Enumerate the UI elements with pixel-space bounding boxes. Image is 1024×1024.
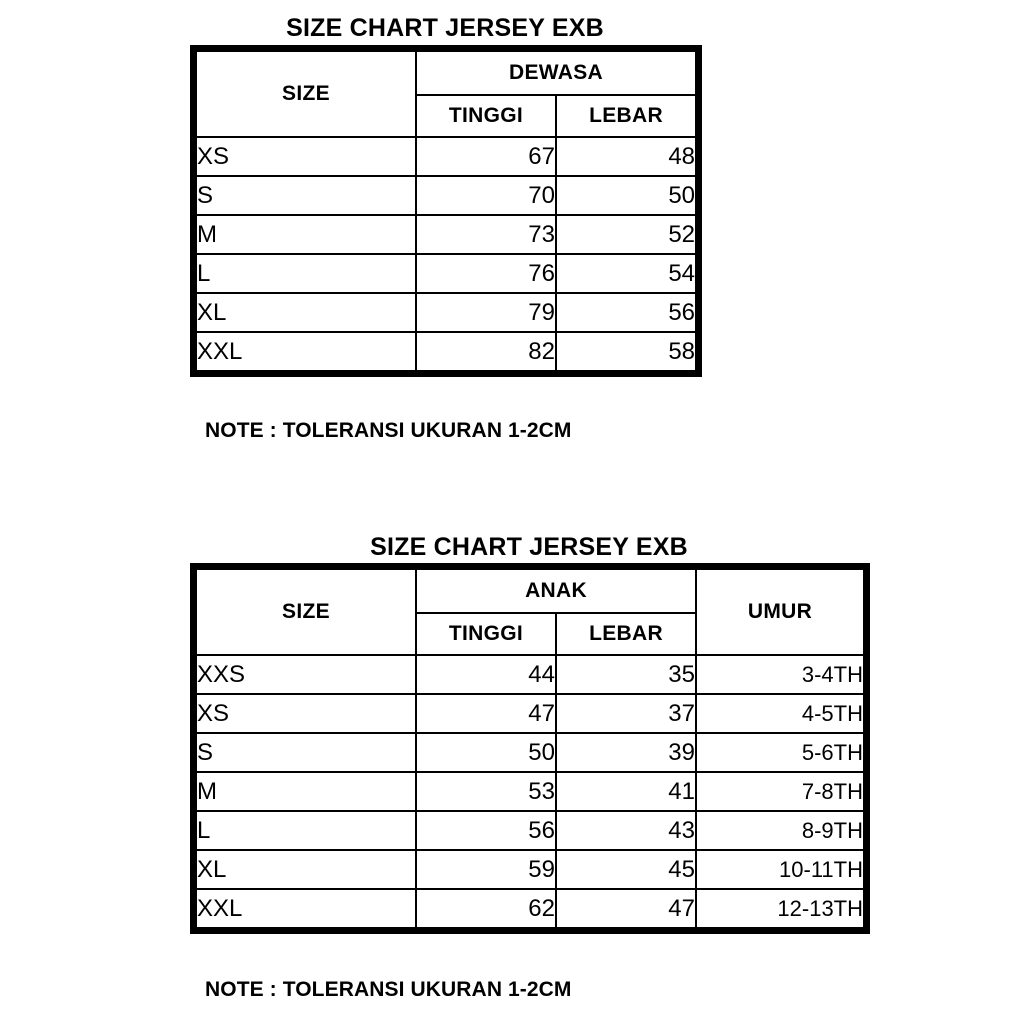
kids-cell-umur: 5-6TH — [696, 733, 864, 772]
adult-cell-size: S — [196, 176, 416, 215]
table-row — [196, 733, 864, 772]
kids-cell-lebar: 35 — [556, 655, 696, 694]
kids-cell-size: S — [196, 733, 416, 772]
kids-note: NOTE : TOLERANSI UKURAN 1-2CM — [205, 978, 572, 1001]
adult-header-lebar: LEBAR — [556, 95, 696, 137]
kids-cell-umur: 7-8TH — [696, 772, 864, 811]
kids-cell-tinggi: 47 — [416, 694, 556, 733]
kids-size-chart-block — [0, 533, 1024, 562]
adult-cell-size: XXL — [196, 332, 416, 371]
kids-size-table — [195, 568, 865, 929]
kids-cell-lebar: 37 — [556, 694, 696, 733]
kids-cell-umur: 8-9TH — [696, 811, 864, 850]
adult-cell-lebar: 50 — [556, 176, 696, 215]
kids-cell-tinggi: 50 — [416, 733, 556, 772]
adult-cell-size: XL — [196, 293, 416, 332]
table-row — [196, 293, 696, 332]
kids-cell-size: XL — [196, 850, 416, 889]
adult-cell-tinggi: 70 — [416, 176, 556, 215]
table-row — [196, 655, 864, 694]
table-row — [196, 811, 864, 850]
kids-header-group: ANAK — [416, 569, 696, 613]
adult-cell-size: L — [196, 254, 416, 293]
kids-header-umur: UMUR — [696, 569, 864, 655]
kids-cell-size: L — [196, 811, 416, 850]
kids-header-lebar: LEBAR — [556, 613, 696, 655]
kids-cell-size: XXS — [196, 655, 416, 694]
kids-cell-lebar: 39 — [556, 733, 696, 772]
adult-header-tinggi: TINGGI — [416, 95, 556, 137]
kids-cell-umur: 10-11TH — [696, 850, 864, 889]
adult-cell-size: XS — [196, 137, 416, 176]
kids-cell-umur: 4-5TH — [696, 694, 864, 733]
adult-note: NOTE : TOLERANSI UKURAN 1-2CM — [205, 419, 572, 442]
kids-chart-title: SIZE CHART JERSEY EXB — [370, 533, 688, 561]
table-row — [196, 772, 864, 811]
kids-cell-size: XS — [196, 694, 416, 733]
adult-cell-tinggi: 73 — [416, 215, 556, 254]
table-row — [196, 332, 696, 371]
table-row — [196, 889, 864, 928]
adult-header-row-1 — [196, 51, 696, 95]
adult-table-body — [196, 137, 696, 371]
adult-cell-tinggi: 79 — [416, 293, 556, 332]
table-row — [196, 254, 696, 293]
adult-cell-tinggi: 67 — [416, 137, 556, 176]
kids-header-size: SIZE — [196, 569, 416, 655]
kids-cell-tinggi: 62 — [416, 889, 556, 928]
table-row — [196, 694, 864, 733]
adult-cell-size: M — [196, 215, 416, 254]
adult-cell-lebar: 54 — [556, 254, 696, 293]
adult-header-size: SIZE — [196, 51, 416, 137]
kids-cell-lebar: 47 — [556, 889, 696, 928]
adult-cell-lebar: 52 — [556, 215, 696, 254]
kids-cell-umur: 3-4TH — [696, 655, 864, 694]
table-row — [196, 176, 696, 215]
kids-header-tinggi: TINGGI — [416, 613, 556, 655]
kids-cell-size: M — [196, 772, 416, 811]
kids-cell-tinggi: 59 — [416, 850, 556, 889]
adult-cell-lebar: 56 — [556, 293, 696, 332]
kids-table-body — [196, 655, 864, 928]
adult-header-group: DEWASA — [416, 51, 696, 95]
adult-table-head — [196, 51, 696, 137]
kids-cell-lebar: 43 — [556, 811, 696, 850]
table-row — [196, 137, 696, 176]
kids-cell-lebar: 41 — [556, 772, 696, 811]
adult-cell-lebar: 58 — [556, 332, 696, 371]
adult-size-table — [195, 50, 697, 372]
kids-cell-lebar: 45 — [556, 850, 696, 889]
kids-cell-umur: 12-13TH — [696, 889, 864, 928]
adult-chart-title: SIZE CHART JERSEY EXB — [286, 14, 604, 42]
kids-header-row-1 — [196, 569, 864, 613]
kids-cell-tinggi: 53 — [416, 772, 556, 811]
adult-cell-lebar: 48 — [556, 137, 696, 176]
kids-cell-tinggi: 44 — [416, 655, 556, 694]
adult-cell-tinggi: 76 — [416, 254, 556, 293]
table-row — [196, 850, 864, 889]
kids-cell-size: XXL — [196, 889, 416, 928]
adult-size-chart-block — [0, 14, 1024, 43]
adult-cell-tinggi: 82 — [416, 332, 556, 371]
table-row — [196, 215, 696, 254]
kids-cell-tinggi: 56 — [416, 811, 556, 850]
kids-table-head — [196, 569, 864, 655]
